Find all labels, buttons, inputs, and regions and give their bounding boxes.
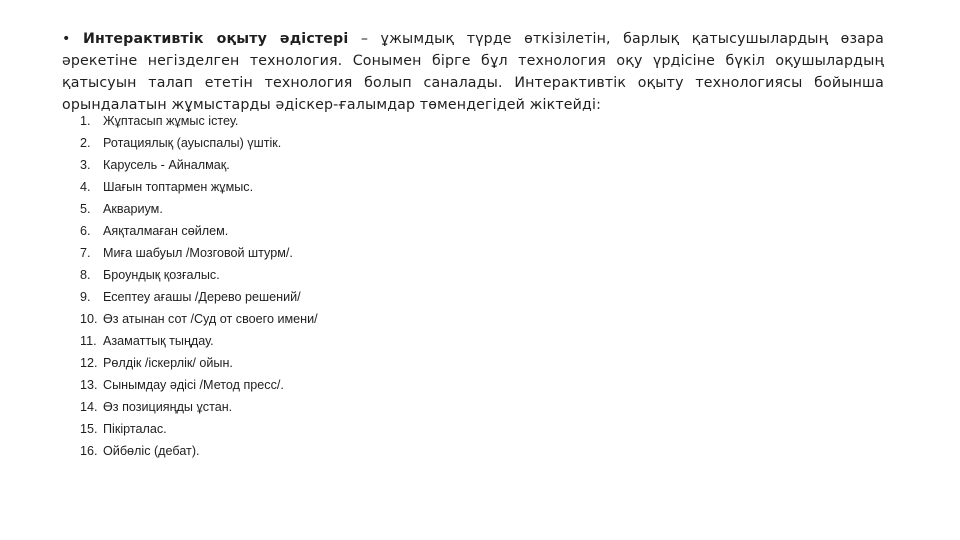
intro-term: Интерактивтік оқыту әдістері [83, 31, 349, 48]
list-item-number: 3. [80, 158, 91, 172]
bullet-icon: • [62, 31, 71, 48]
list-item [80, 176, 318, 198]
list-item-text: Броундық қозғалыс. [103, 268, 220, 282]
list-item-number: 12. [80, 356, 98, 370]
list-item-text: Пікірталас. [103, 422, 167, 436]
list-item-text: Миға шабуыл /Мозговой штурм/. [103, 246, 293, 260]
list-item-number: 11. [80, 334, 97, 348]
list-item-text: Шағын топтармен жұмыс. [103, 180, 254, 194]
list-item-number: 7. [80, 246, 91, 260]
list-item [80, 132, 318, 154]
list-item [80, 220, 318, 242]
list-item [80, 374, 318, 396]
list-item-text: Карусель - Айналмақ. [103, 158, 230, 172]
list-item-number: 9. [80, 290, 91, 304]
list-item-text: Жұптасып жұмыс істеу. [103, 114, 239, 128]
list-item-number: 2. [80, 136, 91, 150]
list-item-number: 16. [80, 444, 98, 458]
list-item-text: Аквариум. [103, 202, 163, 216]
list-item [80, 286, 318, 308]
list-item-text: Өз атынан сот /Суд от своего имени/ [103, 312, 318, 326]
list-item-number: 15. [80, 422, 98, 436]
list-item-number: 13. [80, 378, 98, 392]
list-item [80, 264, 318, 286]
list-item [80, 198, 318, 220]
list-item [80, 440, 318, 462]
list-item-text: Өз позицияңды ұстан. [103, 400, 233, 414]
list-item [80, 110, 318, 132]
list-item-text: Ротациялық (ауыспалы) үштік. [103, 136, 282, 150]
list-item-number: 14. [80, 400, 98, 414]
list-item-number: 1. [80, 114, 91, 128]
list-item [80, 242, 318, 264]
list-item-number: 8. [80, 268, 91, 282]
list-item-number: 5. [80, 202, 91, 216]
list-item-text: Ойбөліс (дебат). [103, 444, 200, 458]
list-item-text: Сынымдау әдісі /Метод пресс/. [103, 378, 284, 392]
list-item-number: 10. [80, 312, 98, 326]
list-item-text: Рөлдік /іскерлік/ ойын. [103, 356, 233, 370]
intro-paragraph [62, 28, 884, 116]
intro-text: – ұжымдық түрде өткізілетін, барлық қатысушылардың өзара әрекетіне негізделген технология. Сонымен бірге бұл технология оқу үрдісіне бүкіл оқушылардың қатысуын талап ететін технология болып саналады. Интерактивтік оқыту технологиясы бойынша орындалатын жұмыстарды әдіскер-ғалымдар төмендегідей жіктейді: [62, 31, 885, 114]
methods-list [80, 110, 318, 462]
list-item [80, 154, 318, 176]
list-item [80, 352, 318, 374]
list-item [80, 418, 318, 440]
list-item [80, 308, 318, 330]
list-item-text: Есептеу ағашы /Дерево решений/ [103, 290, 301, 304]
list-item [80, 396, 318, 418]
list-item-text: Азаматтық тыңдау. [103, 334, 214, 348]
list-item [80, 330, 318, 352]
list-item-text: Аяқталмаған сөйлем. [103, 224, 229, 238]
list-item-number: 6. [80, 224, 91, 238]
list-item-number: 4. [80, 180, 91, 194]
